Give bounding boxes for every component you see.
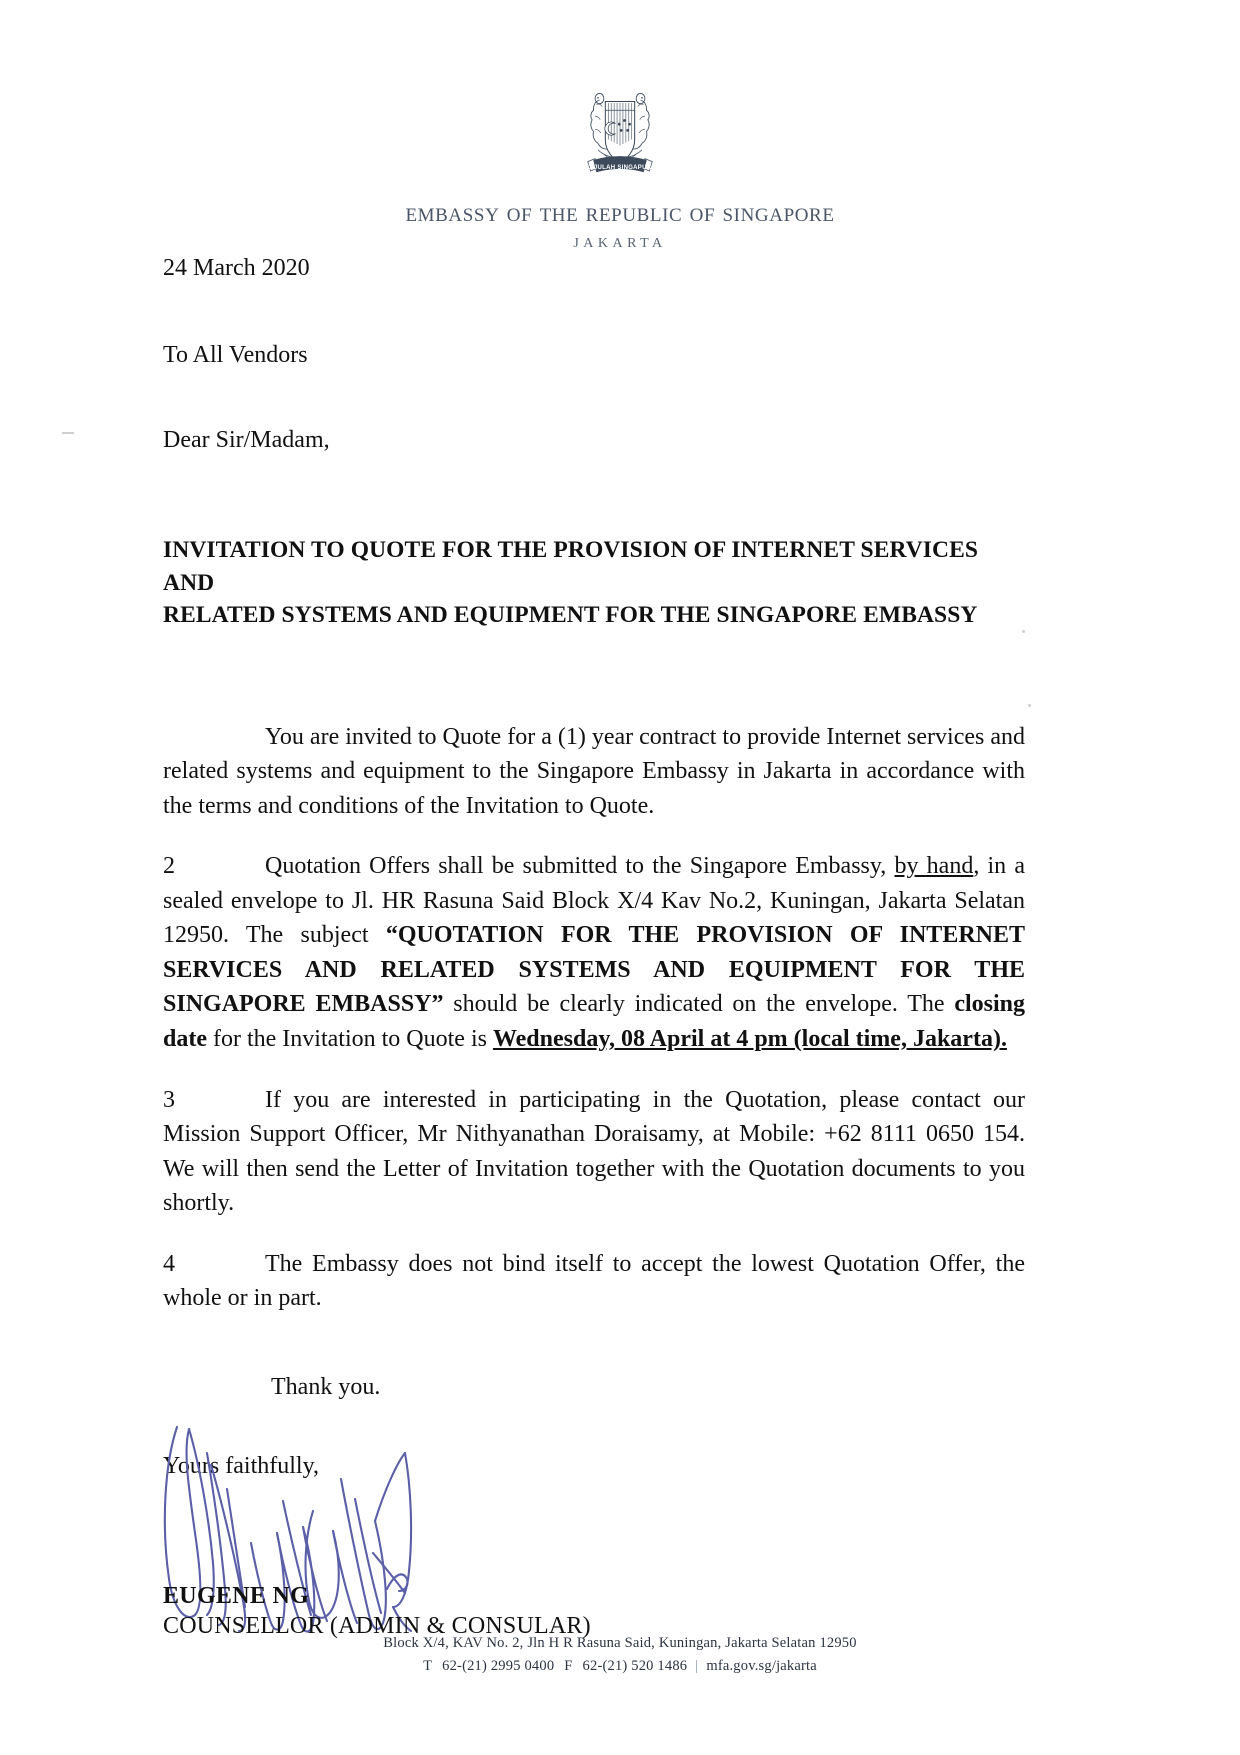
paragraph-3-number: 3 [163,1086,175,1113]
footer-tel-label: T [423,1657,433,1674]
paragraph-4-text: The Embassy does not bind itself to accept the lowest Quotation Offer, the whole or in part. [163,1250,1025,1312]
sign-off-line: Yours faithfully, [163,1452,320,1479]
signature-block [163,1401,1025,1639]
envelope-subject-quote: “QUOTATION FOR THE PROVISION OF INTERNET SERVICES AND RELATED SYSTEMS AND EQUIPMENT FOR THE SINGAPORE EMBASSY” [163,922,1026,1018]
footer-address: Block X/4, KAV No. 2, Jln H R Rasuna Said, Kuningan, Jakarta Selatan 12950 [383,1635,857,1652]
footer-tel-number: 62-(21) 2995 0400 [442,1657,555,1674]
letter-date: 24 March 2020 [163,255,310,281]
closing-date-label: closing date [163,991,1026,1053]
paragraph-4-number: 4 [163,1250,175,1277]
paragraph-2-part-2: , in a sealed envelope to Jl. HR Rasuna Said Block X/4 Kav No.2, Kuningan, Jakarta Selatan 12950. The subject [163,853,1025,949]
footer-divider: | [695,1657,699,1674]
organisation-city: JAKARTA [573,235,667,251]
paragraph-2-part-1: Quotation Offers shall be submitted to the Singapore Embassy, [265,853,895,880]
paragraph-1 [163,720,1025,824]
paragraph-2-number: 2 [163,853,175,880]
letter-body [163,252,1026,1639]
paragraph-3 [163,1083,1025,1221]
paragraph-2-part-4: for the Invitation to Quote is [207,1026,493,1053]
singapore-coat-of-arms-icon [560,78,680,188]
svg-text:MAJULAH SINGAPURA: MAJULAH SINGAPURA [584,164,656,171]
paragraph-1-text: You are invited to Quote for a (1) year contract to provide Internet services and related systems and equipment to the Singapore Embassy in Jakarta in accordance with the terms and conditions of the Invitation to Quote. [163,723,1025,819]
paragraph-2 [163,849,1025,1056]
paragraph-4 [163,1247,1025,1316]
signer-title: COUNSELLOR (ADMIN & CONSULAR) [163,1612,591,1639]
letter-salutation: Dear Sir/Madam, [163,427,330,454]
subject-heading-line-2: RELATED SYSTEMS AND EQUIPMENT FOR THE SINGAPORE EMBASSY [163,602,978,629]
by-hand-emphasis: by hand [894,853,974,880]
letterhead [0,78,1240,252]
footer-fax-number: 62-(21) 520 1486 [582,1657,688,1674]
footer-contact [0,1655,1240,1677]
organisation-name: embassy of the republic of singapore [405,197,835,227]
scan-artifact [1028,704,1031,707]
signer-name: EUGENE NG [163,1582,310,1609]
subject-heading-line-1: INVITATION TO QUOTE FOR THE PROVISION OF INTERNET SERVICES AND [163,537,979,596]
footer-website: mfa.gov.sg/jakarta [706,1657,817,1674]
subject-heading [163,534,1025,631]
thank-you-line: Thank you. [271,1373,381,1400]
footer-fax-label: F [564,1657,573,1674]
paragraph-3-text: If you are interested in participating in the Quotation, please contact our Mission Support Officer, Mr Nithyanathan Doraisamy, at Mobile: +62 8111 0650 154. We will then send the Letter of Invitation together with the Quotation documents to you shortly. [163,1086,1025,1217]
paragraph-2-part-3: should be clearly indicated on the envelope. The [443,991,955,1018]
scan-artifact [62,432,74,434]
closing-date-value: Wednesday, 08 April at 4 pm (local time, Jakarta). [492,1026,1007,1053]
letter-recipient: To All Vendors [163,342,308,369]
